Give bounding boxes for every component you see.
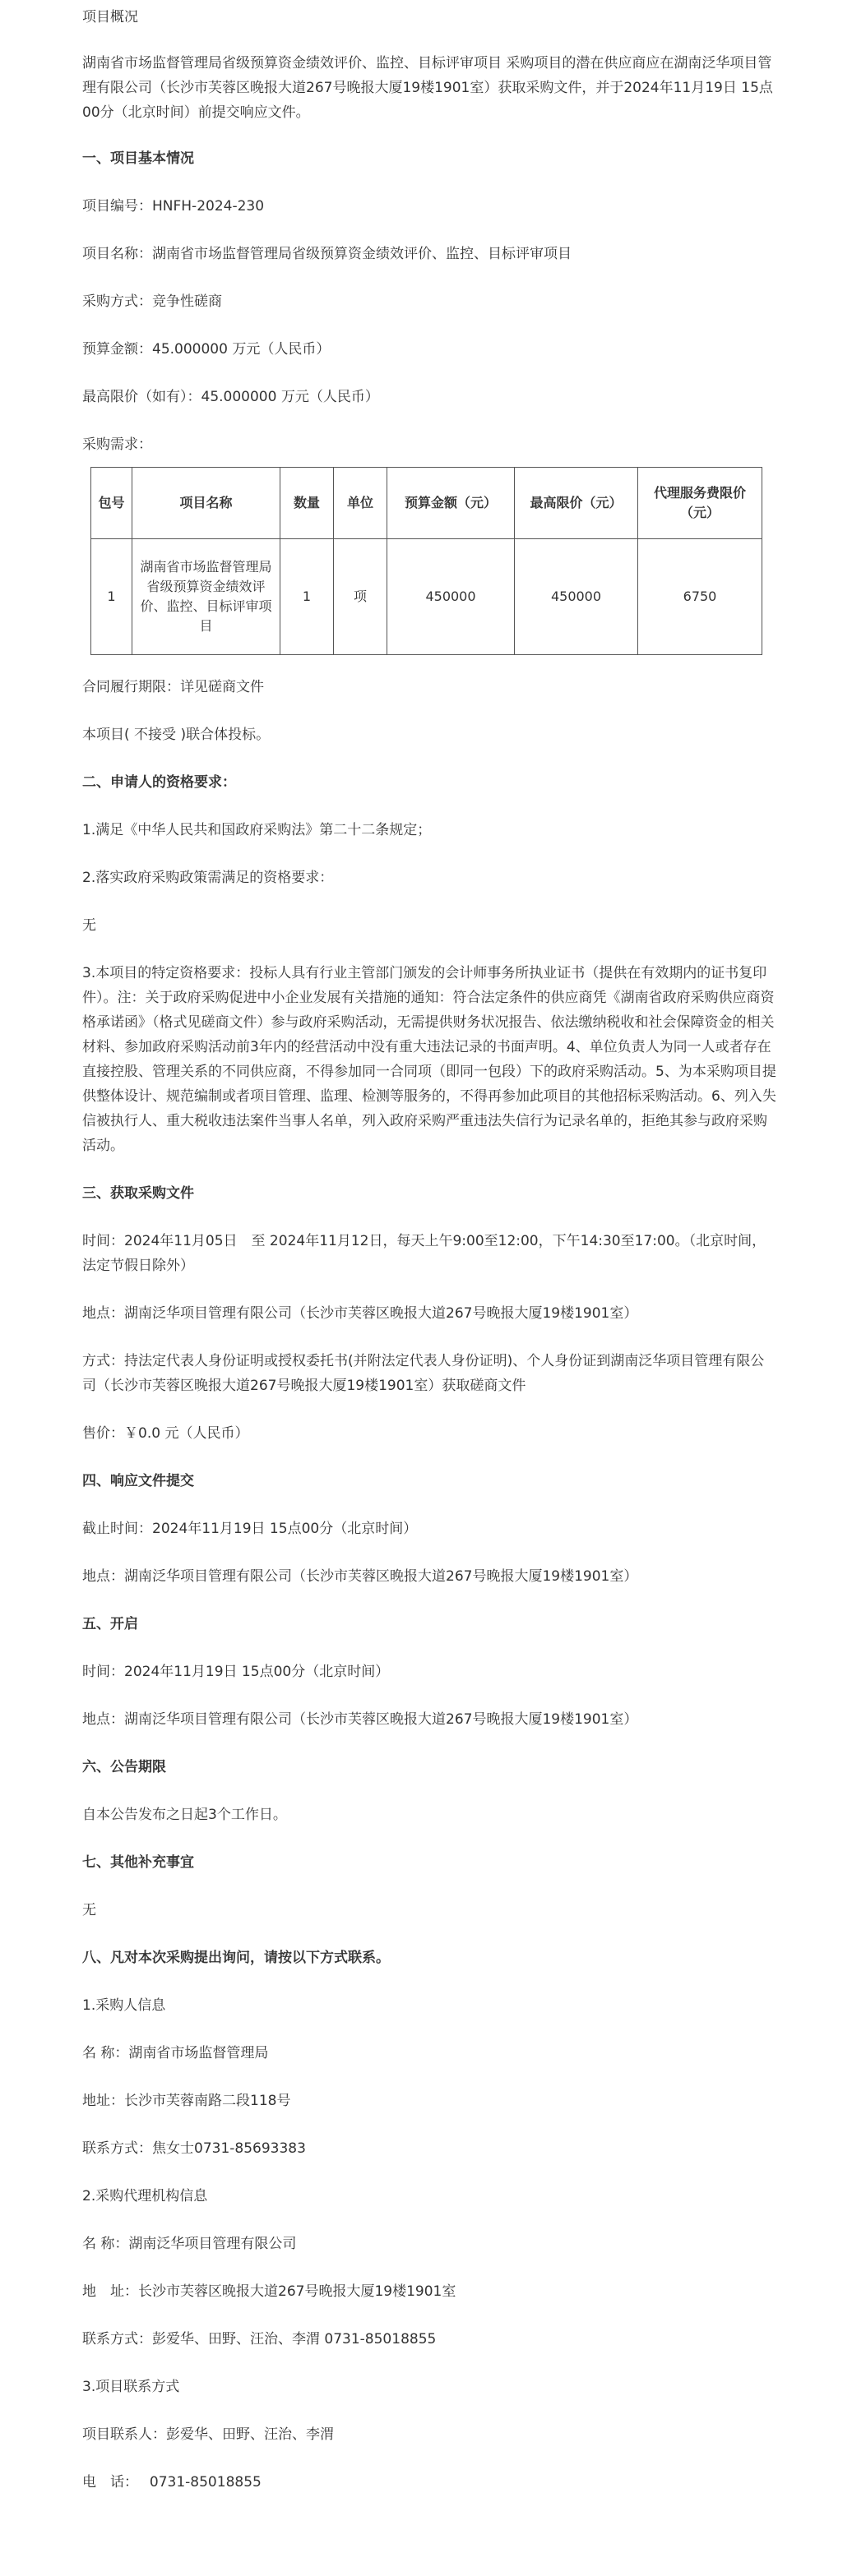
contract-period: 合同履行期限：详见磋商文件	[82, 679, 264, 695]
section-opening-heading: 五、开启	[82, 1616, 138, 1632]
agency-label: 2.采购代理机构信息	[82, 2188, 208, 2204]
agency-address: 地 址：长沙市芙蓉区晚报大道267号晚报大厦19楼1901室	[82, 2283, 456, 2300]
opening-place: 地点：湖南泛华项目管理有限公司（长沙市芙蓉区晚报大道267号晚报大厦19楼1901室）	[82, 1711, 638, 1728]
col-agency-fee: 代理服务费限价（元）	[638, 468, 762, 539]
obtain-place: 地点：湖南泛华项目管理有限公司（长沙市芙蓉区晚报大道267号晚报大厦19楼1901室）	[82, 1305, 638, 1322]
col-project-name: 项目名称	[132, 468, 280, 539]
obtain-price: 售价：￥0.0 元（人民币）	[82, 1425, 249, 1442]
section-other-heading: 七、其他补充事宜	[82, 1854, 194, 1871]
table-header-row	[91, 468, 762, 539]
qualification-item-3: 3.本项目的特定资格要求：投标人具有行业主管部门颁发的会计师事务所执业证书（提供在有效期内的证书复印件）。注：关于政府采购促进中小企业发展有关措施的通知：符合法定条件的供应商凭《湖南省政府采购供应商资格承诺函》（格式见磋商文件）参与政府采购活动，无需提供财务状况报告、依法缴纳税收和社会保障资金的相关材料、参加政府采购活动前3年内的经营活动中没有重大违法记录的书面声明。4、单位负责人为同一人或者存在直接控股、管理关系的不同供应商，不得参加同一合同项（即同一包段）下的政府采购活动。5、为本采购项目提供整体设计、规范编制或者项目管理、监理、检测等服务的，不得再参加此项目的其他招标采购活动。6、列入失信被执行人、重大税收违法案件当事人名单，列入政府采购严重违法失信行为记录名单的，拒绝其参与政府采购活动。	[82, 965, 776, 1154]
project-contact-phone: 电 话： 0731-85018855	[82, 2474, 262, 2491]
agency-name: 名 称：湖南泛华项目管理有限公司	[82, 2236, 297, 2252]
procurement-table	[90, 467, 762, 655]
project-name: 项目名称：湖南省市场监督管理局省级预算资金绩效评价、监控、目标评审项目	[82, 246, 572, 262]
budget-amount: 预算金额：45.000000 万元（人民币）	[82, 341, 331, 358]
col-package: 包号	[91, 468, 132, 539]
section-submission-heading: 四、响应文件提交	[82, 1473, 194, 1489]
section-notice-period-heading: 六、公告期限	[82, 1759, 166, 1775]
cell-package: 1	[91, 539, 132, 655]
overview-label: 项目概况	[82, 9, 138, 25]
qualification-none: 无	[82, 917, 96, 934]
procurement-method: 采购方式：竞争性磋商	[82, 293, 222, 310]
qualification-item-2: 2.落实政府采购政策需满足的资格要求：	[82, 870, 334, 886]
col-budget: 预算金额（元）	[387, 468, 515, 539]
cell-quantity: 1	[280, 539, 334, 655]
cell-unit: 项	[334, 539, 387, 655]
cell-agency-fee: 6750	[638, 539, 762, 655]
overview-text: 湖南省市场监督管理局省级预算资金绩效评价、监控、目标评审项目 采购项目的潜在供应商应在湖南泛华项目管理有限公司（长沙市芙蓉区晚报大道267号晚报大厦19楼1901室）获取采购文件，并于2024年11月19日 15点00分（北京时间）前提交响应文件。	[82, 55, 773, 121]
demand-label: 采购需求：	[82, 436, 152, 453]
col-max-price: 最高限价（元）	[515, 468, 638, 539]
opening-time: 时间：2024年11月19日 15点00分（北京时间）	[82, 1664, 390, 1680]
notice-period-text: 自本公告发布之日起3个工作日。	[82, 1807, 287, 1823]
obtain-time: 时间：2024年11月05日 至 2024年11月12日，每天上午9:00至12:00，下午14:30至17:00。（北京时间，法定节假日除外）	[82, 1233, 766, 1274]
col-quantity: 数量	[280, 468, 334, 539]
submission-deadline: 截止时间：2024年11月19日 15点00分（北京时间）	[82, 1521, 418, 1537]
obtain-way: 方式：持法定代表人身份证明或授权委托书(并附法定代表人身份证明)、个人身份证到湖南泛华项目管理有限公司（长沙市芙蓉区晚报大道267号晚报大厦19楼1901室）获取磋商文件	[82, 1353, 765, 1394]
other-text: 无	[82, 1902, 96, 1918]
section-contact-heading: 八、凡对本次采购提出询问，请按以下方式联系。	[82, 1950, 390, 1966]
submission-place: 地点：湖南泛华项目管理有限公司（长沙市芙蓉区晚报大道267号晚报大厦19楼1901室）	[82, 1568, 638, 1585]
project-contact-people: 项目联系人：彭爱华、田野、汪治、李渭	[82, 2426, 334, 2443]
buyer-label: 1.采购人信息	[82, 1997, 166, 2014]
section-qualification-heading: 二、申请人的资格要求：	[82, 774, 236, 791]
section-basic-info-heading: 一、项目基本情况	[82, 150, 194, 167]
project-number: 项目编号：HNFH-2024-230	[82, 198, 265, 215]
consortium-note: 本项目( 不接受 )联合体投标。	[82, 727, 271, 743]
section-obtain-docs-heading: 三、获取采购文件	[82, 1185, 194, 1202]
max-price: 最高限价（如有）：45.000000 万元（人民币）	[82, 389, 379, 405]
col-unit: 单位	[334, 468, 387, 539]
table-row	[91, 539, 762, 655]
buyer-name: 名 称：湖南省市场监督管理局	[82, 2045, 269, 2061]
qualification-item-1: 1.满足《中华人民共和国政府采购法》第二十二条规定；	[82, 822, 432, 838]
cell-max-price: 450000	[515, 539, 638, 655]
cell-project-name: 湖南省市场监督管理局省级预算资金绩效评价、监控、目标评审项目	[132, 539, 280, 655]
cell-budget: 450000	[387, 539, 515, 655]
buyer-contact: 联系方式：焦女士0731-85693383	[82, 2140, 306, 2157]
agency-contact: 联系方式：彭爱华、田野、汪治、李渭 0731-85018855	[82, 2331, 437, 2347]
buyer-address: 地址：长沙市芙蓉南路二段118号	[82, 2093, 291, 2109]
project-contact-label: 3.项目联系方式	[82, 2379, 180, 2395]
